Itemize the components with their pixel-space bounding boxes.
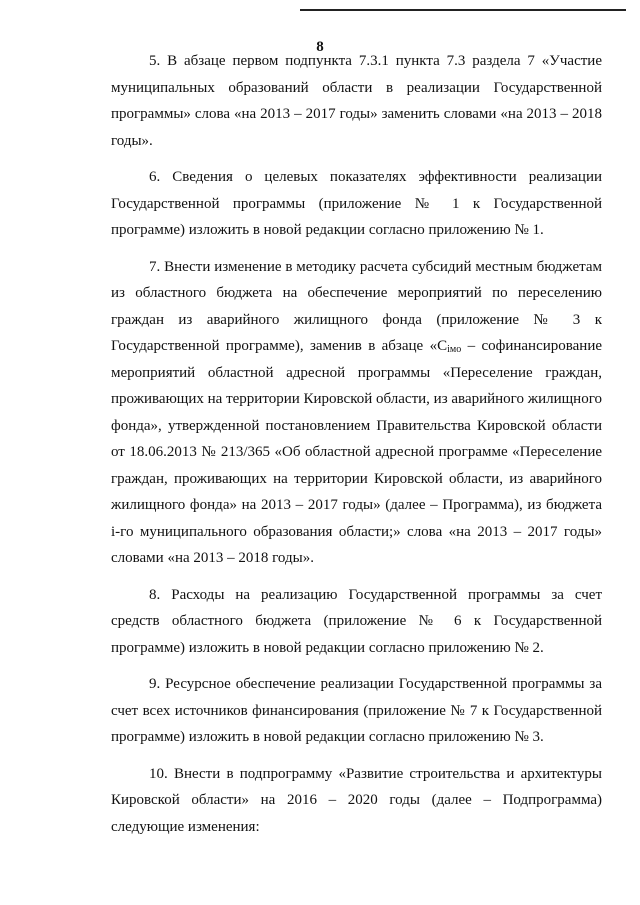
paragraph-7-text-after: – софинансирование мероприятий областной адресной программы «Переселение граждан, проживающих на территории Кировской области, из аварийного жилищного фонда», утвержденной постановлением Правительства Кировской области от 18.06.2013 № 213/365 «Об областной адресной программе «Переселение граждан, проживающих на территории Кировской области, из аварийного жилищного фонда» на 2013 – 2017 годы» (далее – Программа), из бюджета i-го муниципального образования области;» слова «на 2013 – 2017 годы» словами «на 2013 – 2018 годы». xyxy=(111,338,603,566)
paragraph-5: 5. В абзаце первом подпункта 7.3.1 пункта 7.3 раздела 7 «Участие муниципальных образований области в реализации Государственной программы» слова «на 2013 – 2017 годы» заменить словами «на 2013 – 2018 годы». xyxy=(111,53,602,149)
paragraph-6: 6. Сведения о целевых показателях эффективности реализации Государственной программы (приложение № 1 к Государственной программе) изложить в новой редакции согласно приложению № 1. xyxy=(111,169,602,238)
document-body xyxy=(111,48,602,850)
page-number: 8 xyxy=(316,39,324,55)
paragraph-7 xyxy=(111,254,602,572)
paragraph-9: 9. Ресурсное обеспечение реализации Государственной программы за счет всех источников финансирования (приложение № 7 к Государственной программе) изложить в новой редакции согласно приложению № 3. xyxy=(111,676,602,745)
paragraph-7-text-before: 7. Внести изменение в методику расчета субсидий местным бюджетам из областного бюджета на обеспечение мероприятий по переселению граждан из аварийного жилищного фонда (приложение № 3 к Государственной программе), заменив в абзаце «С xyxy=(111,258,602,354)
paragraph-7-subscript: iмо xyxy=(447,344,462,355)
paragraph-8: 8. Расходы на реализацию Государственной программы за счет средств областного бюджета (приложение № 6 к Государственной программе) изложить в новой редакции согласно приложению № 2. xyxy=(111,586,602,656)
header-rule xyxy=(300,9,626,11)
paragraph-10: 10. Внести в подпрограмму «Развитие строительства и архитектуры Кировской области» на 2016 – 2020 годы (далее – Подпрограмма) следующие изменения: xyxy=(111,765,602,835)
